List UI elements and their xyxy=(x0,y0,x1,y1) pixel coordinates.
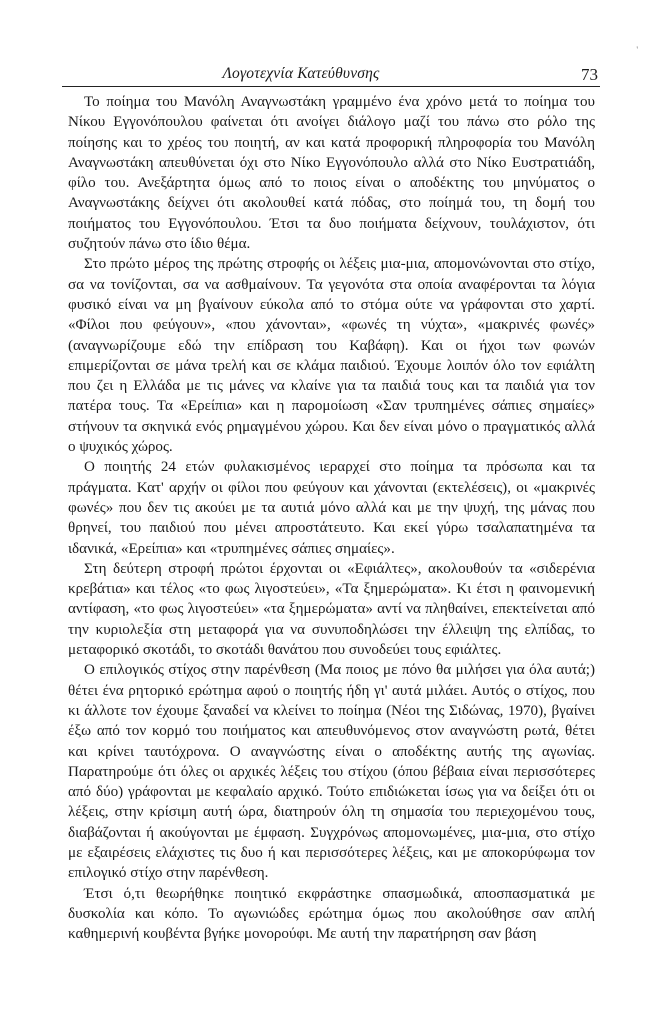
page-number: 73 xyxy=(581,65,598,84)
page-header xyxy=(62,62,600,87)
corner-mark: ' xyxy=(636,45,638,55)
paragraph-1: Το ποίημα του Μανόλη Αναγνωστάκη γραμμένο ένα χρόνο μετά το ποίημα του Νίκου Εγγονόπουλου φαίνεται ότι ανοίγει διάλογο μαζί του πάνω στο ρόλο της ποίησης και το χρέος του ποιητή, αν και κατά προφορική πληροφορία του Μανόλη Αναγνωστάκη απευθύνεται όχι στο Νίκο Εγγονόπουλο αλλά στο Νίκο Ευστρατιάδη, φίλο του. Ανεξάρτητα όμως από το ποιος είναι ο αποδέκτης του μηνύματος ο Αναγνωστάκης δείχνει ότι ακολουθεί κατά πόδας, στο ποίημά του, τη δομή του ποιήματος του Εγγονόπουλου. Έτσι τα δυο ποιήματα δείχνουν, τουλάχιστον, ότι συζητούν πάνω στο ίδιο θέμα. xyxy=(68,94,595,253)
running-title: Λογοτεχνία Κατεύθυνσης xyxy=(222,65,380,82)
paragraph-3: Ο ποιητής 24 ετών φυλακισμένος ιεραρχεί στο ποίημα τα πρόσωπα και τα πράγματα. Κατ' αρχήν οι φίλοι που φεύγουν και χάνονται (εκτελέσεις), οι «μακρινές φωνές» που δεν τις ακούει με τα αυτιά μόνο αλλά και με την ψυχή, της μάνας που θρηνεί, του παιδιού που μένει απροστάτευτο. Και εκεί γύρω τσαλαπατημένα τα ιδανικά, «Ερείπια» και «τρυπημένες σάπιες σημαίες». xyxy=(68,459,595,557)
paragraph-4: Στη δεύτερη στροφή πρώτοι έρχονται οι «Εφιάλτες», ακολουθούν τα «σιδερένια κρεβάτια» και τέλος «το φως λιγοστεύει», «Τα ξημερώματα». Κι έτσι η φαινομενική αντίφαση, «το φως λιγοστεύει» «τα ξημερώματα» αντί να πληθαίνει, επεκτείνεται από την κυριολεξία στη μεταφορά για να συνυποδηλώσει την έλλειψη της ελπίδας, το μεταφορικό σκοτάδι, το σκοτάδι θανάτου που συνοδεύει τους εφιάλτες. xyxy=(68,560,595,659)
page-body xyxy=(68,92,595,944)
paragraph-6: Έτσι ό,τι θεωρήθηκε ποιητικό εκφράστηκε σπασμωδικά, αποσπασματικά με δυσκολία και κόπο. Το αγωνιώδες ερώτημα όμως που ακολούθησε σαν απλή καθημερινή κουβέντα βγήκε μονορούφι. Με αυτή την παρατήρηση σαν βάση xyxy=(68,885,595,943)
paragraph-2: Στο πρώτο μέρος της πρώτης στροφής οι λέξεις μια-μια, απομονώνονται στο στίχο, σα να τονίζονται, σα να ασθμαίνουν. Τα γεγονότα στα οποία αναφέρονται τα λόγια φυσικό είναι να μη βγαίνουν εύκολα από το στόμα ούτε να γράφονται στο χαρτί. «Φίλοι που φεύγουν», «που χάνονται», «φωνές τη νύχτα», «μακρινές φωνές» (αναγνωρίζουμε εδώ την επίδραση του Καβάφη). Και οι ήχοι των φωνών επιμερίζονται σε μάνα τρελή και σε κλάμα παιδιού. Έχουμε λοιπόν όλο τον εφιάλτη που ζει η Ελλάδα με τις μάνες να κλαίνε για τα παιδιά τους και τα παιδιά για τον πατέρα τους. Τα «Ερείπια» και η παρομοίωση «Σαν τρυπημένες σάπιες σημαίες» στήνουν τα σκηνικά ενός ρημαγμένου χώρου. Και δεν είναι μόνο ο πραγματικός αλλά ο ψυχικός χώρος. xyxy=(68,256,595,456)
paragraph-5: Ο επιλογικός στίχος στην παρένθεση (Μα ποιος με πόνο θα μιλήσει για όλα αυτά;) θέτει ένα ρητορικό ερώτημα αφού ο ποιητής ήδη γι' αυτά μιλάει. Αυτός ο στίχος, που κι άλλοτε τον έχουμε ξαναδεί να κλείνει το ποίημα (Νέοι της Σιδώνας, 1970), βγαίνει έξω από τον κορμό του ποιήματος και απευθυνόμενος στον αναγνώστη ρωτά, θέτει και κρίνει ταυτόχρονα. Ο αναγνώστης είναι ο αποδέκτης αυτής της αγωνίας. Παρατηρούμε ότι όλες οι αρχικές λέξεις του στίχου (όπου βέβαια είναι περισσότερες από δύο) γράφονται με κεφαλαίο αρχικό. Τούτο επιδιώκεται ίσως για να δείξει ότι οι λέξεις, στην κρίσιμη αυτή ώρα, διατηρούν όλη τη σημασία του περιεχομένου τους, διαβάζονται ή ακούγονται με έμφαση. Συγχρόνως απομονωμένες, μια-μια, στο στίχο με εξαιρέσεις ελάχιστες τις δυο ή και περισσότερες λέξεις, και με αποκορύφωμα τον επιλογικό στίχο στην παρένθεση. xyxy=(68,662,595,882)
